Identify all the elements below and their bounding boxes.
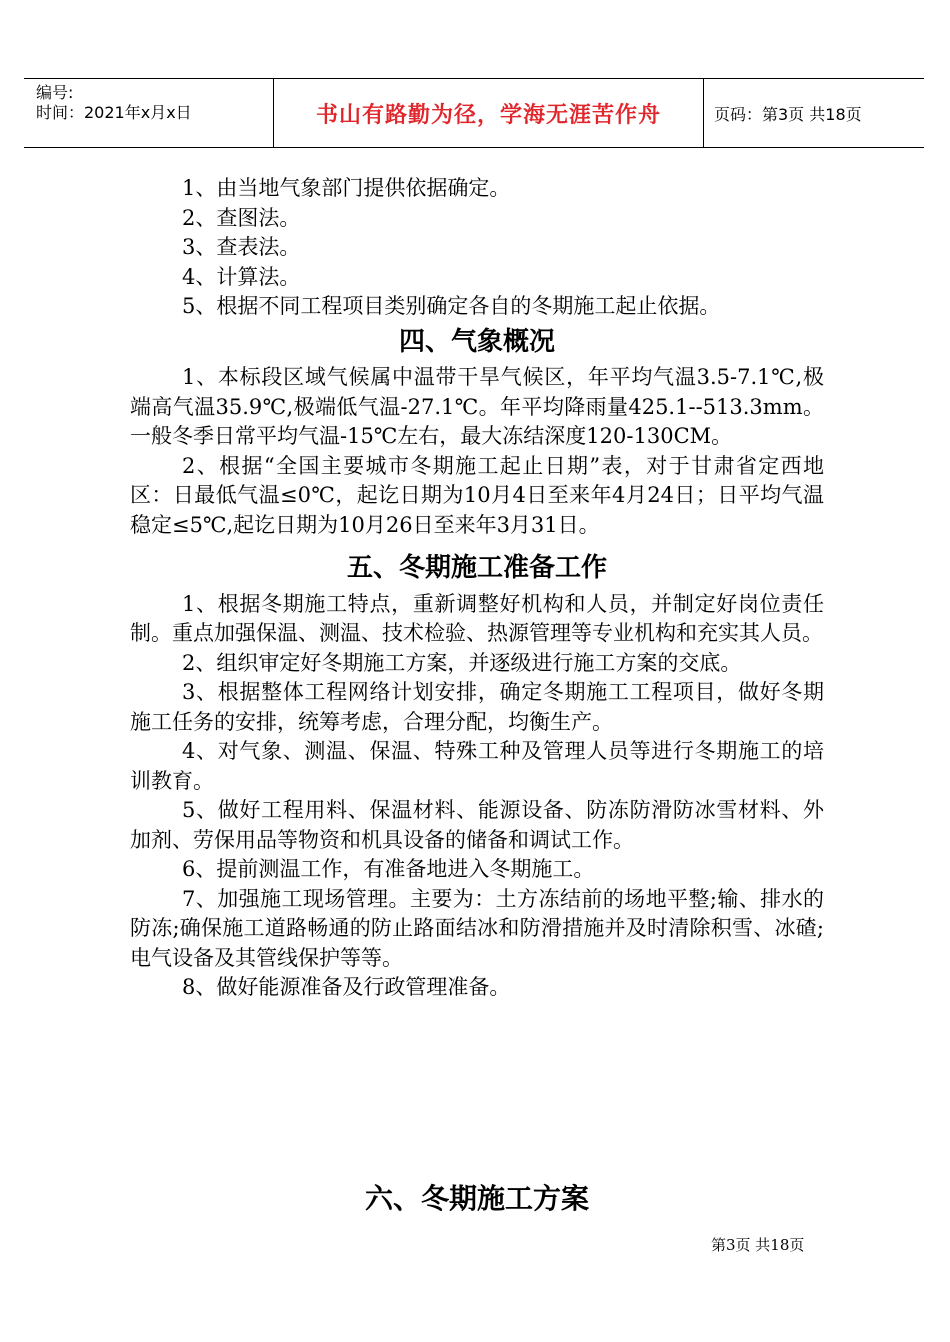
intro-item-4: 4、计算法。	[182, 264, 301, 289]
intro-item-5: 5、根据不同工程项目类别确定各自的冬期施工起止依据。	[182, 294, 721, 318]
section-5-paragraph-4: 4、对气象、测温、保温、特殊工种及管理人员等进行冬期施工的培训教育。	[130, 739, 824, 793]
section-5-paragraph-3: 3、根据整体工程网络计划安排，确定冬期施工工程项目，做好冬期施工任务的安排，统筹考虑，合理分配，均衡生产。	[130, 680, 824, 734]
intro-item-2: 2、查图法。	[182, 205, 301, 230]
section-4-paragraph-1: 1、本标段区域气候属中温带干旱气候区，年平均气温3.5-7.1℃,极端高气温35.9℃,极端低气温-27.1℃。年平均降雨量425.1--513.3mm。一般冬季日常平均气温-15℃左右，最大冻结深度120-130CM。	[130, 365, 824, 448]
section-5-paragraph-2: 2、组织审定好冬期施工方案，并逐级进行施工方案的交底。	[182, 650, 742, 675]
page-footer: 第3页 共18页	[711, 1236, 805, 1254]
document-time-label: 时间：2021年x月x日	[36, 103, 192, 122]
intro-item-3: 3、查表法。	[182, 235, 301, 259]
header-meta	[24, 79, 274, 147]
header-motto: 书山有路勤为径，学海无涯苦作舟	[274, 79, 704, 147]
section-5-paragraph-1: 1、根据冬期施工特点，重新调整好机构和人员，并制定好岗位责任制。重点加强保温、测温、技术检验、热源管理等专业机构和充实其人员。	[130, 591, 824, 645]
section-4-heading: 四、气象概况	[398, 326, 555, 357]
section-6-heading: 六、冬期施工方案	[364, 1182, 589, 1215]
section-5-paragraph-5: 5、做好工程用料、保温材料、能源设备、防冻防滑防冰雪材料、外加剂、劳保用品等物资和机具设备的储备和调试工作。	[130, 798, 824, 852]
page-header	[24, 78, 924, 148]
document-body	[130, 174, 824, 1003]
section-5-heading: 五、冬期施工准备工作	[346, 553, 607, 583]
section-4-paragraph-2: 2、根据“全国主要城市冬期施工起止日期”表，对于甘肃省定西地区：日最低气温≤0℃，起讫日期为10月4日至来年4月24日；日平均气温稳定≤5℃,起讫日期为10月26日至来年3月31日。	[130, 453, 824, 537]
section-5-paragraph-8: 8、做好能源准备及行政管理准备。	[182, 975, 511, 999]
header-page-label: 页码：第3页 共18页	[714, 104, 862, 124]
section-5-paragraph-6: 6、提前测温工作，有准备地进入冬期施工。	[182, 857, 595, 881]
intro-item-1: 1、由当地气象部门提供依据确定。	[182, 176, 511, 200]
section-5-paragraph-7: 7、加强施工现场管理。主要为：土方冻结前的场地平整;输、排水的防冻;确保施工道路畅通的防止路面结冰和防滑措施并及时清除积雪、冰碴;电气设备及其管线保护等等。	[130, 886, 824, 970]
document-number-label: 编号:	[36, 83, 74, 102]
